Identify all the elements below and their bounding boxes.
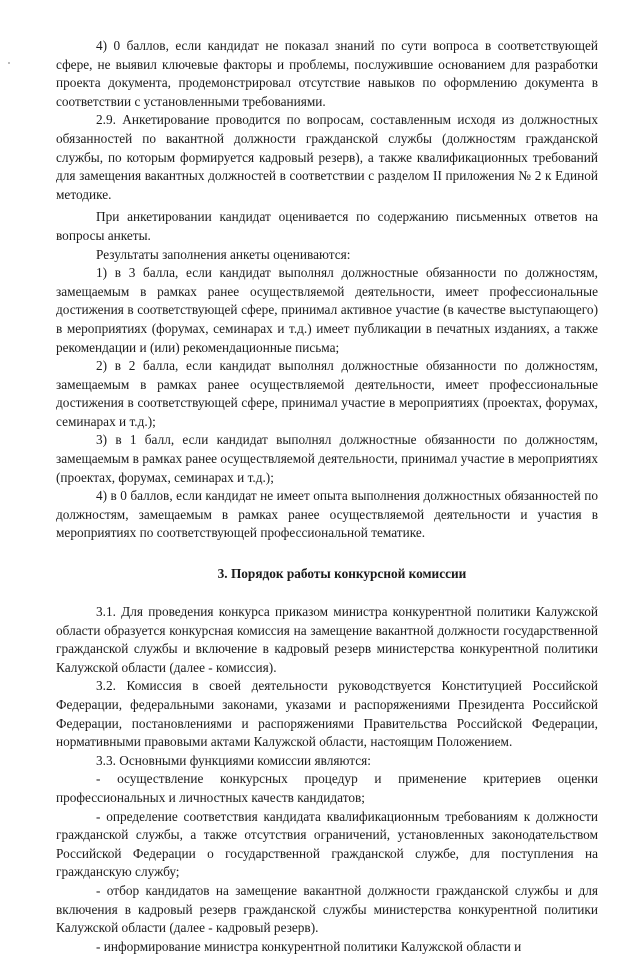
paragraph-b1-0: 4) 0 баллов, если кандидат не показал знаний по сути вопроса в соответствующей сфере, не выявил ключевые факторы и проблемы, послужившие основанием для разработки проекта документа, продемонстрировал отсутствие навыков по оформлению документа в соответствии с установленными требованиями. xyxy=(56,38,598,109)
paragraph-b2-2: 3.3. Основными функциями комиссии являются: xyxy=(96,752,371,768)
paragraph-b1-5: 2) в 2 балла, если кандидат выполнял должностные обязанности по должностям, замещаемым в рамках ранее осуществляемой деятельности, имеет профессиональные достижения в соответствующей сфере, принимал участие в мероприятиях (проектах, форумах, семинарах и т.д.); xyxy=(56,358,598,429)
paragraph-b1-3: Результаты заполнения анкеты оцениваются: xyxy=(96,246,351,262)
paragraph-b2-0: 3.1. Для проведения конкурса приказом министра конкурентной политики Калужской области образуется конкурсная комиссия на замещение вакантной должности государственной гражданской службы и включение в кадровый резерв министерства конкурентной политики Калужской области (далее - комиссия). xyxy=(56,604,598,675)
paragraph-b2-4: - определение соответствия кандидата квалификационным требованиям к должности гражданской службы, а также отсутствия ограничений, установленных законодательством Российской Федерации о государственной гражданской службе, для поступления на гражданскую службу; xyxy=(56,808,598,880)
scan-speck xyxy=(8,62,10,64)
section-heading: 3. Порядок работы конкурсной комиссии xyxy=(217,566,467,582)
paragraph-b1-6: 3) в 1 балл, если кандидат выполнял должностные обязанности по должностям, замещаемым в рамках ранее осуществляемой деятельности, принимал участие в мероприятиях (проектах, форумах, семинарах и т.д.); xyxy=(56,432,598,485)
paragraph-b2-3: - осуществление конкурсных процедур и применение критериев оценки профессиональных и личностных качеств кандидатов; xyxy=(56,771,598,805)
paragraph-b1-2: При анкетировании кандидат оценивается по содержанию письменных ответов на вопросы анкеты. xyxy=(56,209,598,243)
paragraph-b1-7: 4) в 0 баллов, если кандидат не имеет опыта выполнения должностных обязанностей по должностям, замещаемым в рамках ранее осуществляемой деятельности и участия в мероприятиях по соответствующей профессиональной тематике. xyxy=(56,488,598,541)
paragraph-b2-6: - информирование министра конкурентной политики Калужской области и xyxy=(96,938,522,954)
paragraph-b1-1: 2.9. Анкетирование проводится по вопросам, составленным исходя из должностных обязанностей по вакантной должности гражданской службы (должностям гражданской службы, по которым формируется кадровый резерв), а также квалификационных требований для замещения вакантных должностей в соответствии с разделом II приложения № 2 к Единой методике. xyxy=(56,112,598,202)
paragraph-b2-5: - отбор кандидатов на замещение вакантной должности гражданской службы и для включения в кадровый резерв гражданской службы министерства конкурентной политики Калужской области (далее - кадровый резерв). xyxy=(56,882,598,936)
paragraph-b1-4: 1) в 3 балла, если кандидат выполнял должностные обязанности по должностям, замещаемым в рамках ранее осуществляемой деятельности, имеет профессиональные достижения в соответствующей сфере, принимал активное участие (в качестве выступающего) в мероприятиях (форумах, семинарах и т.д.) имеет публикации в печатных изданиях, а также рекомендации и (или) рекомендационные письма; xyxy=(56,265,598,355)
paragraph-b2-1: 3.2. Комиссия в своей деятельности руководствуется Конституцией Российской Федерации, федеральными законами, указами и распоряжениями Президента Российской Федерации, постановлениями и распоряжениями Правительства Российской Федерации, нормативными правовыми актами Калужской области, настоящим Положением. xyxy=(56,678,598,750)
